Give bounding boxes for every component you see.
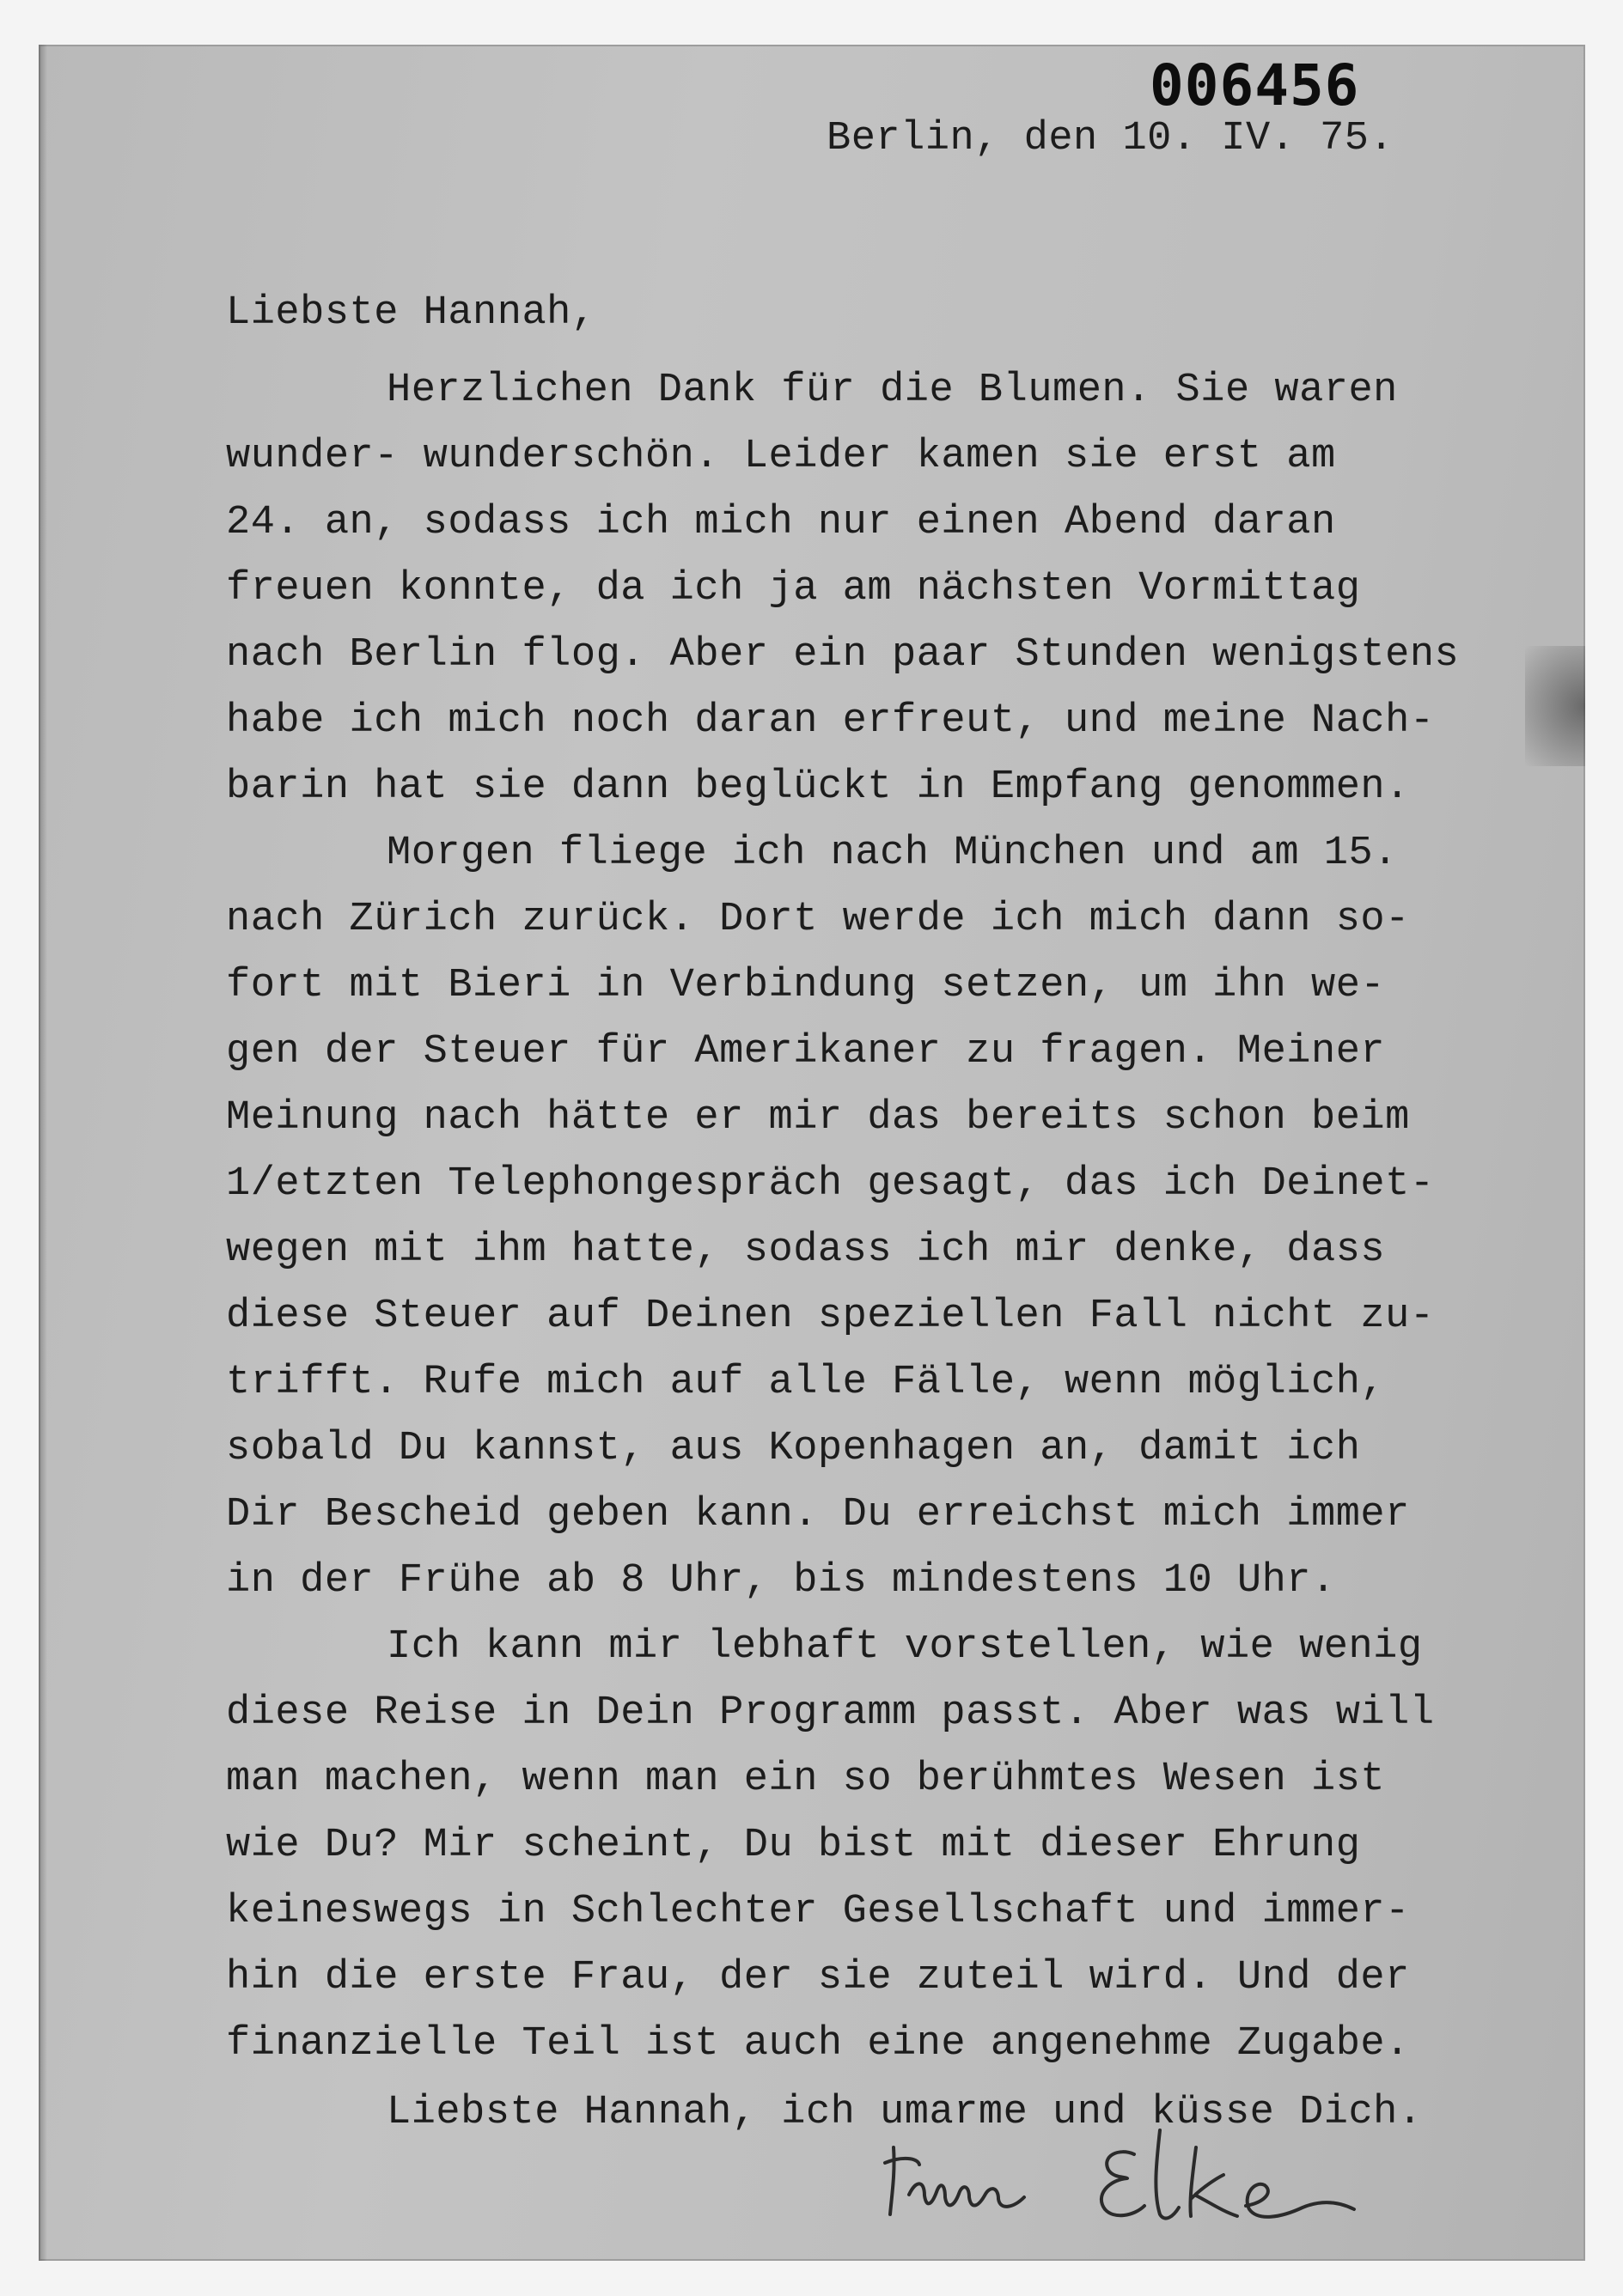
body-line: barin hat sie dann beglückt in Empfang genommen.	[226, 764, 1410, 810]
body-line: Herzlichen Dank für die Blumen. Sie waren	[387, 368, 1398, 413]
date-line: Berlin, den 10. IV. 75.	[827, 116, 1394, 161]
body-line: diese Reise in Dein Programm passt. Aber was will	[226, 1690, 1435, 1736]
body-line: Ich kann mir lebhaft vorstellen, wie wenig	[387, 1624, 1423, 1670]
scan-smudge	[1525, 646, 1585, 766]
body-line: trifft. Rufe mich auf alle Fälle, wenn möglich,	[226, 1360, 1386, 1405]
body-line: finanzielle Teil ist auch eine angenehme Zugabe.	[226, 2021, 1410, 2067]
archive-number-stamp: 006456	[1150, 52, 1360, 119]
body-line: gen der Steuer für Amerikaner zu fragen. Meiner	[226, 1029, 1386, 1075]
body-line: nach Zürich zurück. Dort werde ich mich dann so-	[226, 897, 1410, 942]
salutation: Liebste Hannah,	[226, 290, 596, 336]
body-line: in der Frühe ab 8 Uhr, bis mindestens 10 Uhr.	[226, 1558, 1336, 1604]
handwritten-signature	[876, 2113, 1392, 2233]
body-line: freuen konnte, da ich ja am nächsten Vormittag	[226, 566, 1361, 612]
body-line: sobald Du kannst, aus Kopenhagen an, damit ich	[226, 1426, 1361, 1471]
body-line: wunder- wunderschön. Leider kamen sie erst am	[226, 434, 1336, 479]
body-line: habe ich mich noch daran erfreut, und meine Nach-	[226, 698, 1435, 744]
scan-edge-left	[39, 45, 47, 2261]
body-line: 1/etzten Telephongespräch gesagt, das ich Deinet-	[226, 1161, 1435, 1207]
body-line: 24. an, sodass ich mich nur einen Abend daran	[226, 500, 1336, 545]
body-line: hin die erste Frau, der sie zuteil wird. Und der	[226, 1955, 1410, 2001]
closing-line: Liebste Hannah, ich umarme und küsse Dich.	[387, 2090, 1423, 2135]
body-line: diese Steuer auf Deinen speziellen Fall nicht zu-	[226, 1294, 1435, 1339]
body-line: nach Berlin flog. Aber ein paar Stunden wenigstens	[226, 632, 1460, 678]
body-line: man machen, wenn man ein so berühmtes Wesen ist	[226, 1757, 1386, 1802]
body-line: wie Du? Mir scheint, Du bist mit dieser Ehrung	[226, 1823, 1361, 1868]
body-line: fort mit Bieri in Verbindung setzen, um ihn we-	[226, 963, 1386, 1008]
body-line: keineswegs in Schlechter Gesellschaft und immer-	[226, 1889, 1410, 1934]
body-line: Meinung nach hätte er mir das bereits schon beim	[226, 1095, 1410, 1141]
body-line: wegen mit ihm hatte, sodass ich mir denke, dass	[226, 1227, 1386, 1273]
body-line: Dir Bescheid geben kann. Du erreichst mich immer	[226, 1492, 1410, 1538]
body-line: Morgen fliege ich nach München und am 15.	[387, 831, 1398, 876]
